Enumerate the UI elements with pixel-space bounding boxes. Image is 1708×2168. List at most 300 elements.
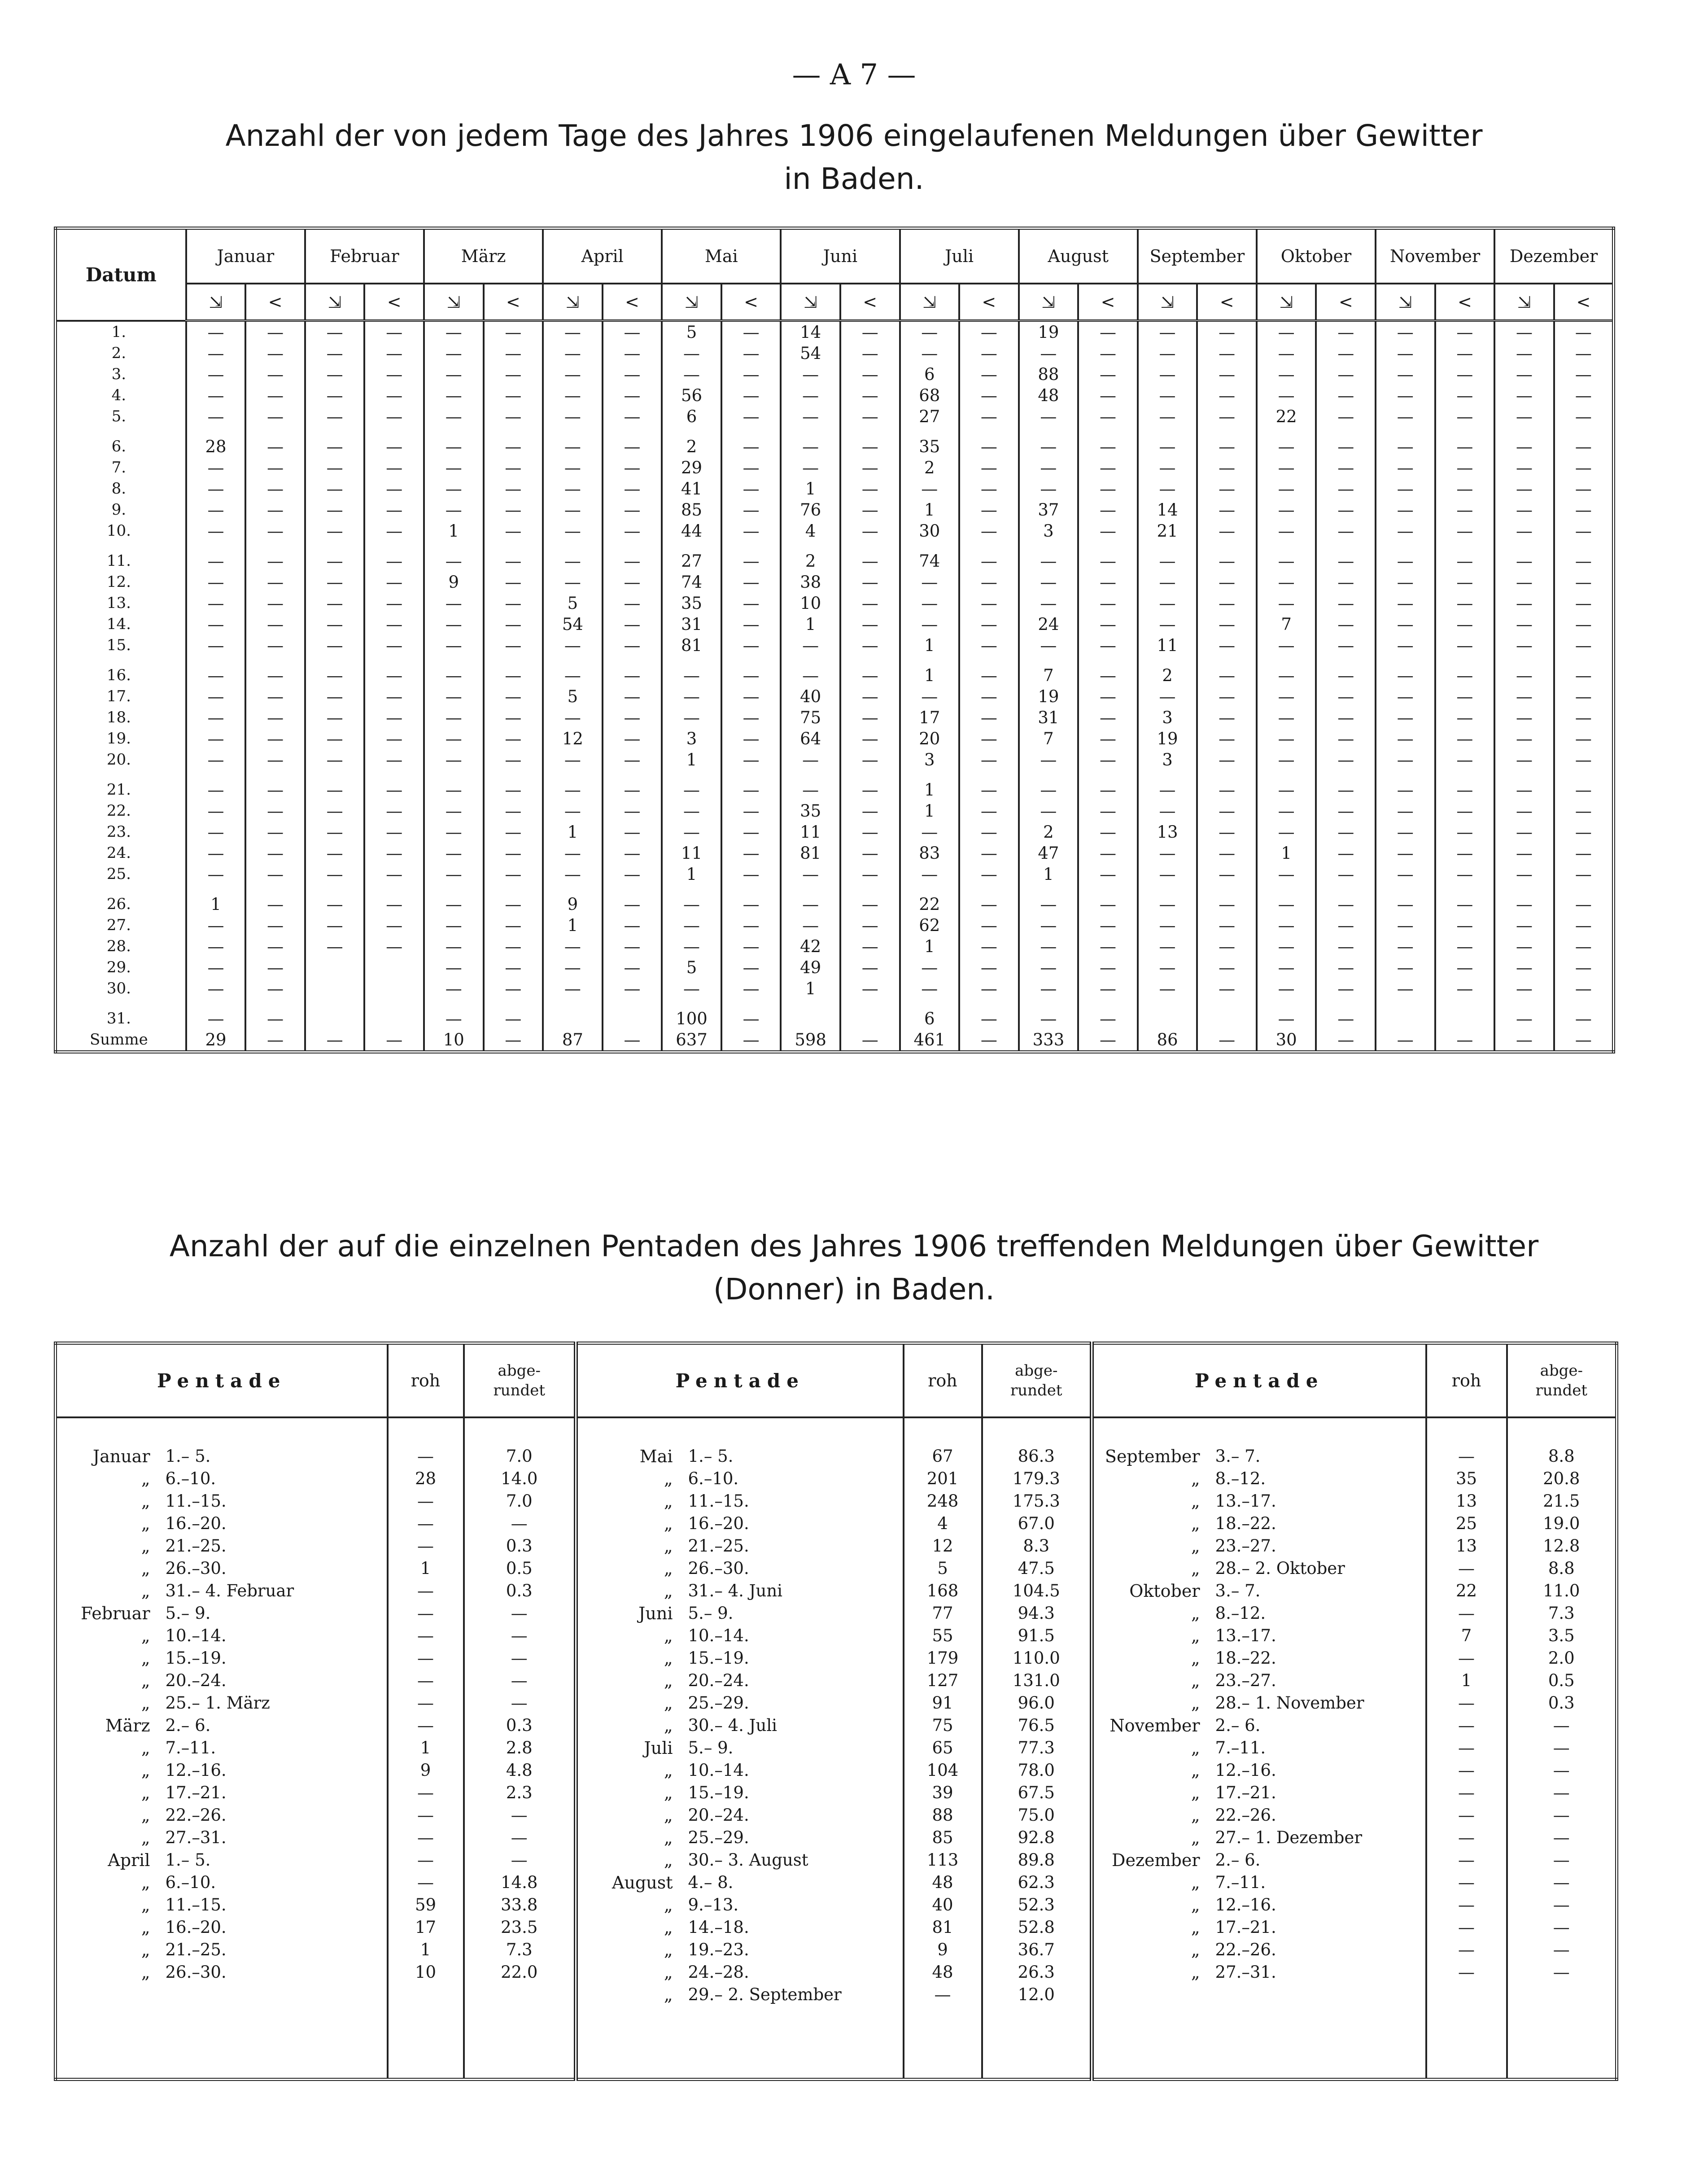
count-cell: — xyxy=(840,749,900,770)
pentade-month: Juli xyxy=(576,1737,679,1759)
pentade-range: 12.–16. xyxy=(1215,1895,1276,1914)
roh-value: 28 xyxy=(388,1468,464,1490)
count-cell: — xyxy=(721,978,781,999)
count-cell: — xyxy=(364,1029,424,1052)
count-cell: — xyxy=(543,707,603,728)
day-row xyxy=(56,499,1614,520)
count-cell: — xyxy=(1435,635,1495,656)
pentade-range: 3.– 7. xyxy=(1215,1447,1261,1466)
count-cell: 35 xyxy=(781,800,840,822)
count-cell: — xyxy=(1078,364,1138,385)
count-cell: — xyxy=(424,343,484,364)
count-cell: — xyxy=(721,436,781,457)
count-cell: — xyxy=(721,614,781,635)
pentade-month: „ xyxy=(576,1468,679,1490)
count-cell: — xyxy=(721,572,781,593)
count-cell: — xyxy=(1316,406,1376,427)
count-cell: — xyxy=(1554,707,1614,728)
count-cell: — xyxy=(1078,436,1138,457)
abgerundet-value: 7.3 xyxy=(1507,1602,1617,1625)
pentade-range: 11.–15. xyxy=(688,1491,749,1511)
count-cell: — xyxy=(1376,686,1435,707)
pentade-month: „ xyxy=(141,1491,150,1511)
count-cell: — xyxy=(1554,457,1614,478)
count-cell: — xyxy=(245,593,305,614)
row-spacer xyxy=(56,770,1614,779)
pentade-month: „ xyxy=(576,1894,679,1916)
count-cell: — xyxy=(1257,385,1316,406)
count-cell: — xyxy=(603,635,662,656)
count-cell: — xyxy=(1138,406,1197,427)
count-cell: — xyxy=(1257,1008,1316,1029)
pentade-month: „ xyxy=(141,1559,150,1578)
day-row xyxy=(56,864,1614,885)
count-cell: — xyxy=(840,635,900,656)
day-label: 28. xyxy=(106,937,131,955)
count-cell: — xyxy=(245,800,305,822)
count-cell: — xyxy=(245,478,305,499)
count-cell: — xyxy=(900,478,960,499)
count-cell: — xyxy=(1494,364,1554,385)
count-cell: 21 xyxy=(1138,520,1197,542)
pentade-month: „ xyxy=(1092,1804,1206,1827)
count-cell: — xyxy=(1019,915,1079,936)
day-row xyxy=(56,665,1614,686)
count-cell: — xyxy=(603,321,662,343)
count-cell: — xyxy=(305,665,365,686)
spacer-cell xyxy=(1376,885,1435,894)
pentade-row xyxy=(56,1871,1617,1894)
count-cell: — xyxy=(662,364,721,385)
count-cell: 1 xyxy=(900,800,960,822)
count-cell: — xyxy=(1376,779,1435,800)
roh-value: — xyxy=(388,1490,464,1512)
spacer-cell xyxy=(781,542,840,551)
count-cell: — xyxy=(1257,520,1316,542)
roh-value: 104 xyxy=(904,1759,982,1782)
count-cell: 1 xyxy=(1019,864,1079,885)
table-filler-row xyxy=(56,2006,1617,2080)
count-cell: — xyxy=(1435,1029,1495,1052)
count-cell: — xyxy=(1138,436,1197,457)
count-cell: — xyxy=(959,343,1019,364)
day-label: 26. xyxy=(106,895,131,913)
count-cell: — xyxy=(1316,779,1376,800)
pentade-row xyxy=(56,1512,1617,1535)
pentade-range: 20.–24. xyxy=(688,1805,749,1825)
pentade-month: „ xyxy=(141,1895,150,1915)
count-cell: — xyxy=(1435,364,1495,385)
count-cell: 9 xyxy=(424,572,484,593)
count-cell: — xyxy=(1376,978,1435,999)
count-cell: — xyxy=(484,406,543,427)
count-cell: — xyxy=(305,864,365,885)
count-cell: — xyxy=(484,551,543,572)
abgerundet-value: 33.8 xyxy=(464,1894,576,1916)
count-cell: — xyxy=(1376,364,1435,385)
count-cell: — xyxy=(1494,665,1554,686)
count-cell: — xyxy=(424,1008,484,1029)
count-cell: — xyxy=(721,1008,781,1029)
pentade-header: Pentade xyxy=(56,1343,388,1418)
pentade-month: April xyxy=(108,1850,150,1870)
pentade-range: 4.– 8. xyxy=(688,1873,734,1892)
count-cell: — xyxy=(1435,551,1495,572)
roh-value: — xyxy=(388,1625,464,1647)
day-label: 5. xyxy=(111,407,127,425)
page-number: — A 7 — xyxy=(792,58,916,92)
count-cell: 5 xyxy=(662,321,721,343)
count-cell: — xyxy=(1197,936,1257,957)
pentade-range: 3.– 7. xyxy=(1215,1581,1261,1600)
spacer-cell xyxy=(1138,427,1197,436)
count-cell: — xyxy=(1019,593,1079,614)
count-cell: — xyxy=(840,499,900,520)
day-row xyxy=(56,894,1614,915)
count-cell: — xyxy=(424,978,484,999)
count-cell: — xyxy=(543,478,603,499)
count-cell: — xyxy=(1554,1008,1614,1029)
abgerundet-value: 2.8 xyxy=(464,1737,576,1759)
count-cell: — xyxy=(781,406,840,427)
count-cell: — xyxy=(364,864,424,885)
count-cell: — xyxy=(305,915,365,936)
pentade-range: 21.–25. xyxy=(165,1536,227,1556)
count-cell: — xyxy=(603,800,662,822)
count-cell: — xyxy=(1197,593,1257,614)
day-label: 25. xyxy=(106,865,131,883)
count-cell: 3 xyxy=(662,728,721,749)
count-cell: — xyxy=(245,343,305,364)
filler-cell xyxy=(388,2006,464,2080)
count-cell: — xyxy=(364,436,424,457)
count-cell: — xyxy=(1554,572,1614,593)
count-cell: — xyxy=(603,936,662,957)
abgerundet-value: — xyxy=(1507,1916,1617,1939)
pentaden-title-line-2: (Donner) in Baden. xyxy=(713,1272,995,1307)
pentade-month: „ xyxy=(576,1916,679,1939)
abgerundet-header: abge- rundet xyxy=(464,1343,576,1418)
count-cell: — xyxy=(1316,478,1376,499)
count-cell: — xyxy=(1257,822,1316,843)
spacer-cell xyxy=(1019,427,1079,436)
roh-value: 55 xyxy=(904,1625,982,1647)
count-cell: — xyxy=(1435,978,1495,999)
pentade-month: „ xyxy=(1092,1827,1206,1849)
pentade-row xyxy=(56,1759,1617,1782)
row-spacer xyxy=(56,427,1614,436)
count-cell: 27 xyxy=(662,551,721,572)
abgerundet-value: — xyxy=(464,1670,576,1692)
count-cell: — xyxy=(364,822,424,843)
count-cell: — xyxy=(900,978,960,999)
thunder-symbol-icon: < xyxy=(1316,284,1376,321)
abgerundet-value: — xyxy=(1507,1894,1617,1916)
spacer-cell xyxy=(1435,770,1495,779)
pentade-month: „ xyxy=(1092,1961,1206,1984)
roh-value: — xyxy=(388,1602,464,1625)
spacer-cell xyxy=(1554,542,1614,551)
spacer-cell xyxy=(305,999,365,1008)
count-cell: — xyxy=(1078,686,1138,707)
count-cell: — xyxy=(1435,894,1495,915)
pentade-range: 31.– 4. Juni xyxy=(688,1581,783,1600)
roh-value: — xyxy=(388,1670,464,1692)
count-cell: — xyxy=(424,614,484,635)
pentade-month: „ xyxy=(1092,1535,1206,1557)
count-cell: — xyxy=(1078,915,1138,936)
thunder-symbol-icon: < xyxy=(840,284,900,321)
count-cell: — xyxy=(900,321,960,343)
count-cell: — xyxy=(1138,957,1197,978)
abgerundet-value: 19.0 xyxy=(1507,1512,1617,1535)
pentade-month: „ xyxy=(141,1963,150,1982)
count-cell: — xyxy=(1078,572,1138,593)
count-cell: — xyxy=(603,436,662,457)
month-header-11: November xyxy=(1376,228,1494,284)
count-cell: — xyxy=(1138,614,1197,635)
count-cell: — xyxy=(1197,551,1257,572)
count-cell: 74 xyxy=(662,572,721,593)
count-cell: 3 xyxy=(1138,749,1197,770)
count-cell: — xyxy=(1494,321,1554,343)
count-cell: — xyxy=(1494,436,1554,457)
pentade-row xyxy=(56,1894,1617,1916)
day-row xyxy=(56,520,1614,542)
thunder-symbol-icon: < xyxy=(1078,284,1138,321)
count-cell: — xyxy=(781,385,840,406)
pentaden-table xyxy=(54,1342,1618,2081)
count-cell: 76 xyxy=(781,499,840,520)
roh-value: — xyxy=(388,1512,464,1535)
count-cell: — xyxy=(1138,343,1197,364)
spacer-cell xyxy=(543,542,603,551)
count-cell: 40 xyxy=(781,686,840,707)
count-cell: — xyxy=(603,385,662,406)
abgerundet-value: 76.5 xyxy=(982,1714,1092,1737)
count-cell: 12 xyxy=(543,728,603,749)
count-cell: — xyxy=(484,321,543,343)
count-cell: — xyxy=(245,779,305,800)
count-cell: — xyxy=(840,665,900,686)
count-cell: — xyxy=(543,572,603,593)
pentade-range: 27.–31. xyxy=(1215,1963,1276,1982)
count-cell: — xyxy=(959,822,1019,843)
count-cell: — xyxy=(1316,822,1376,843)
abgerundet-value: — xyxy=(464,1602,576,1625)
count-cell: — xyxy=(1494,520,1554,542)
count-cell: — xyxy=(543,343,603,364)
abgerundet-value: 52.3 xyxy=(982,1894,1092,1916)
spacer-cell xyxy=(245,656,305,665)
count-cell xyxy=(781,1008,840,1029)
spacer-cell xyxy=(1316,427,1376,436)
count-cell xyxy=(364,957,424,978)
spacer-cell xyxy=(840,885,900,894)
count-cell: — xyxy=(1316,978,1376,999)
pentade-range: 20.–24. xyxy=(165,1671,227,1690)
count-cell: 37 xyxy=(1019,499,1079,520)
count-cell: — xyxy=(1376,406,1435,427)
count-cell: — xyxy=(603,406,662,427)
count-cell: — xyxy=(1376,457,1435,478)
count-cell: — xyxy=(1078,800,1138,822)
count-cell: — xyxy=(1494,457,1554,478)
roh-value: — xyxy=(1426,1849,1507,1871)
count-cell: — xyxy=(1376,915,1435,936)
abgerundet-value: 4.8 xyxy=(464,1759,576,1782)
spacer-cell xyxy=(900,999,960,1008)
count-cell: — xyxy=(959,572,1019,593)
pentade-row xyxy=(56,1647,1617,1670)
abgerundet-value: 94.3 xyxy=(982,1602,1092,1625)
count-cell: — xyxy=(1435,593,1495,614)
count-cell: 81 xyxy=(662,635,721,656)
count-cell: — xyxy=(1316,1008,1376,1029)
count-cell: — xyxy=(1138,593,1197,614)
pentade-range: 22.–26. xyxy=(1215,1940,1276,1959)
spacer-cell xyxy=(721,542,781,551)
count-cell: — xyxy=(1435,572,1495,593)
pentade-month: „ xyxy=(576,1827,679,1849)
roh-value: 248 xyxy=(904,1490,982,1512)
day-label: 2. xyxy=(111,344,127,362)
pentade-month: „ xyxy=(1092,1625,1206,1647)
count-cell: 1 xyxy=(900,499,960,520)
count-cell: — xyxy=(1554,936,1614,957)
count-cell: — xyxy=(484,520,543,542)
count-cell: 22 xyxy=(1257,406,1316,427)
count-cell: — xyxy=(721,321,781,343)
abgerundet-value: 7.0 xyxy=(464,1417,576,1468)
abgerundet-value: — xyxy=(1507,1871,1617,1894)
abgerundet-value: 26.3 xyxy=(982,1961,1092,1984)
day-row xyxy=(56,749,1614,770)
count-cell: — xyxy=(1376,864,1435,885)
count-cell: — xyxy=(1257,864,1316,885)
count-cell: — xyxy=(1197,385,1257,406)
count-cell: — xyxy=(364,520,424,542)
count-cell: — xyxy=(1257,978,1316,999)
count-cell: — xyxy=(186,635,246,656)
spacer-cell xyxy=(424,656,484,665)
count-cell: — xyxy=(1197,343,1257,364)
roh-value: 85 xyxy=(904,1827,982,1849)
pentade-row xyxy=(56,1625,1617,1647)
spacer-cell xyxy=(1376,656,1435,665)
count-cell: 11 xyxy=(1138,635,1197,656)
count-cell: — xyxy=(245,406,305,427)
count-cell: — xyxy=(959,406,1019,427)
abgerundet-value: 0.3 xyxy=(464,1714,576,1737)
abgerundet-value: 0.3 xyxy=(1507,1692,1617,1714)
count-cell: 38 xyxy=(781,572,840,593)
count-cell: 22 xyxy=(900,894,960,915)
day-row xyxy=(56,614,1614,635)
abgerundet-value: — xyxy=(464,1827,576,1849)
count-cell: — xyxy=(1138,894,1197,915)
pentade-month: „ xyxy=(1092,1759,1206,1782)
roh-value: — xyxy=(388,1417,464,1468)
month-header-8: August xyxy=(1019,228,1138,284)
count-cell: 83 xyxy=(900,843,960,864)
count-cell: 68 xyxy=(900,385,960,406)
count-cell: — xyxy=(1078,978,1138,999)
spacer-cell xyxy=(1138,770,1197,779)
count-cell: — xyxy=(1078,749,1138,770)
count-cell: — xyxy=(1138,551,1197,572)
count-cell: — xyxy=(781,915,840,936)
count-cell: 6 xyxy=(900,364,960,385)
count-cell: — xyxy=(840,478,900,499)
pentade-month: „ xyxy=(1092,1692,1206,1714)
roh-value: 7 xyxy=(1426,1625,1507,1647)
count-cell: — xyxy=(1019,936,1079,957)
count-cell: — xyxy=(1316,864,1376,885)
day-label: 30. xyxy=(106,979,131,997)
count-cell: — xyxy=(662,665,721,686)
count-cell: — xyxy=(1138,978,1197,999)
count-cell: — xyxy=(186,614,246,635)
count-cell: — xyxy=(1435,843,1495,864)
count-cell: 11 xyxy=(781,822,840,843)
count-cell: — xyxy=(959,499,1019,520)
pentade-month: „ xyxy=(1092,1737,1206,1759)
count-cell: 10 xyxy=(781,593,840,614)
roh-value: 48 xyxy=(904,1961,982,1984)
spacer-cell xyxy=(364,656,424,665)
count-cell: — xyxy=(840,915,900,936)
spacer-cell xyxy=(1019,770,1079,779)
pentade-range: 25.–29. xyxy=(688,1828,749,1847)
count-cell: — xyxy=(424,915,484,936)
count-cell: — xyxy=(186,499,246,520)
roh-value: — xyxy=(1426,1737,1507,1759)
pentade-month: „ xyxy=(1092,1557,1206,1580)
count-cell: — xyxy=(364,499,424,520)
count-cell: — xyxy=(364,321,424,343)
pentade-range: 8.–12. xyxy=(1215,1469,1266,1488)
roh-value: 40 xyxy=(904,1894,982,1916)
abgerundet-value: 8.8 xyxy=(1507,1557,1617,1580)
abgerundet-value: — xyxy=(1507,1759,1617,1782)
spacer-cell xyxy=(959,885,1019,894)
filler-cell xyxy=(157,2006,388,2080)
pentade-month: Oktober xyxy=(1092,1580,1206,1602)
roh-value: 1 xyxy=(388,1939,464,1961)
abgerundet-value: 96.0 xyxy=(982,1692,1092,1714)
count-cell: — xyxy=(186,915,246,936)
spacer-cell xyxy=(56,770,186,779)
spacer-cell xyxy=(543,999,603,1008)
count-cell: 1 xyxy=(543,822,603,843)
count-cell: — xyxy=(305,457,365,478)
spacer-cell xyxy=(1138,542,1197,551)
count-cell: — xyxy=(245,957,305,978)
count-cell: — xyxy=(186,864,246,885)
pentade-month: Juni xyxy=(576,1602,679,1625)
count-cell: — xyxy=(305,499,365,520)
count-cell: — xyxy=(721,779,781,800)
count-cell: 1 xyxy=(900,635,960,656)
count-cell: — xyxy=(1257,478,1316,499)
count-cell: — xyxy=(840,843,900,864)
month-header-10: Oktober xyxy=(1257,228,1376,284)
spacer-cell xyxy=(186,542,246,551)
count-cell: — xyxy=(603,364,662,385)
count-cell: — xyxy=(484,686,543,707)
count-cell: — xyxy=(1435,385,1495,406)
